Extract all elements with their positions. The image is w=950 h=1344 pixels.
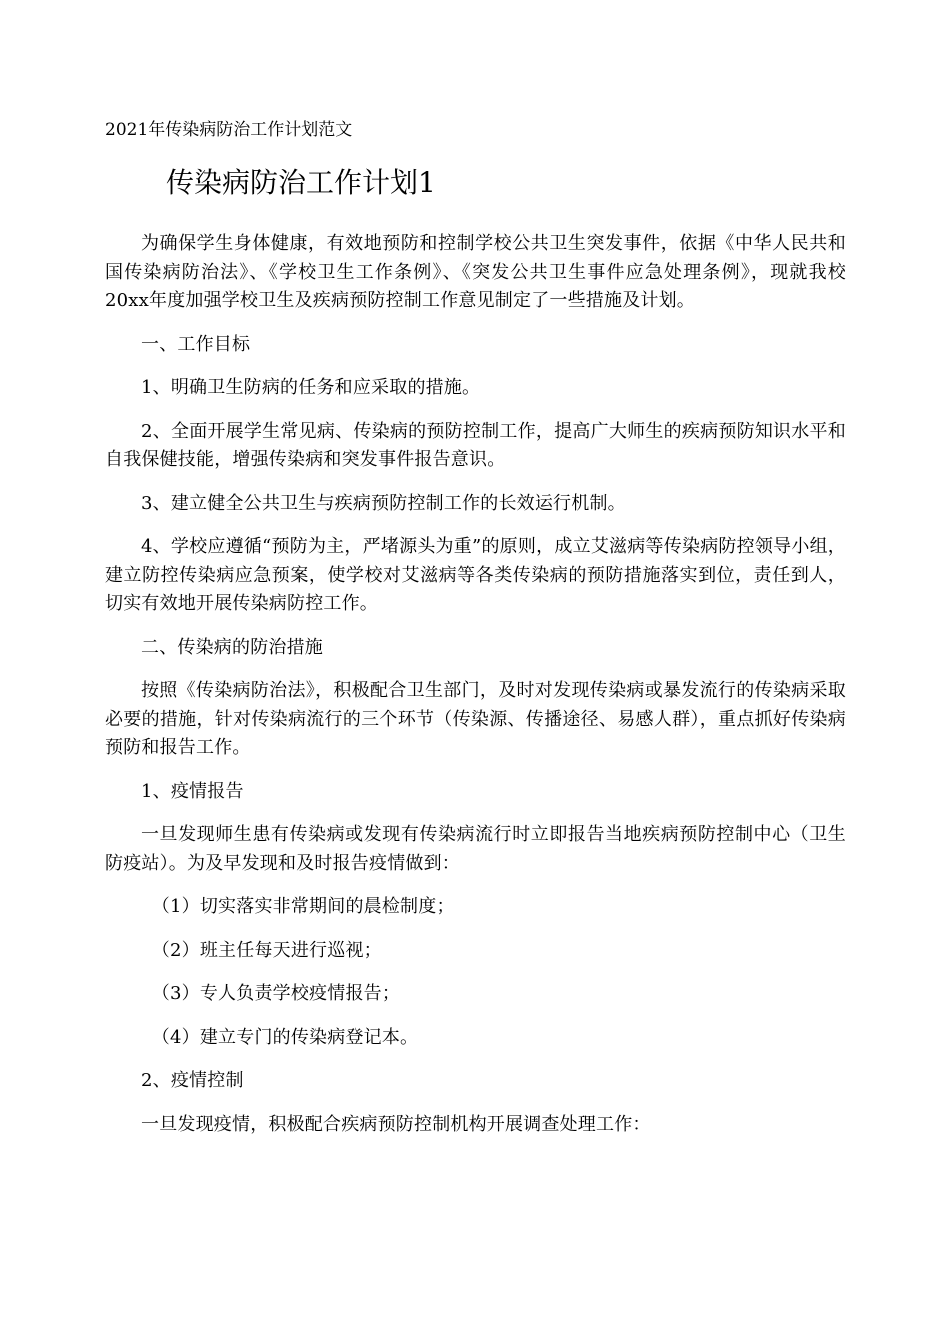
- subheading-epidemic-report: 1、疫情报告: [141, 780, 244, 802]
- paragraph-epidemic-report: 一旦发现师生患有传染病或发现有传染病流行时立即报告当地疾病预防控制中心（卫生防疫站）。为及早发现和及时报告疫情做到：: [105, 824, 846, 874]
- paragraph-goal-3: 3、建立健全公共卫生与疾病预防控制工作的长效运行机制。: [141, 492, 626, 514]
- paragraph-measures-intro: 按照《传染病防治法》，积极配合卫生部门，及时对发现传染病或暴发流行的传染病采取必要的措施，针对传染病流行的三个环节（传染源、传播途径、易感人群），重点抓好传染病预防和报告工作。: [105, 680, 846, 758]
- list-item-report-3: （3）专人负责学校疫情报告；: [151, 983, 401, 1004]
- document-header: 2021年传染病防治工作计划范文: [105, 120, 353, 140]
- list-item-report-1: （1）切实落实非常期间的晨检制度；: [151, 896, 455, 917]
- section-heading-goals: 一、工作目标: [141, 333, 251, 355]
- document-title: 传染病防治工作计划1: [166, 166, 436, 199]
- paragraph-goal-2: 2、全面开展学生常见病、传染病的预防控制工作，提高广大师生的疾病预防知识水平和自我保健技能，增强传染病和突发事件报告意识。: [105, 420, 846, 470]
- paragraph-epidemic-control: 一旦发现疫情，积极配合疾病预防控制机构开展调查处理工作：: [141, 1113, 651, 1135]
- paragraph-intro: 为确保学生身体健康，有效地预防和控制学校公共卫生突发事件，依据《中华人民共和国传染病防治法》、《学校卫生工作条例》、《突发公共卫生事件应急处理条例》，现就我校20xx年度加强学校卫生及疾病预防控制工作意见制定了一些措施及计划。: [105, 233, 846, 311]
- list-item-report-4: （4）建立专门的传染病登记本。: [151, 1026, 419, 1048]
- subheading-epidemic-control: 2、疫情控制: [141, 1070, 244, 1091]
- paragraph-goal-4: 4、学校应遵循“预防为主，严堵源头为重”的原则，成立艾滋病等传染病防控领导小组，建立防控传染病应急预案，使学校对艾滋病等各类传染病的预防措施落实到位，责任到人，切实有效地开展传染病防控工作。: [105, 536, 846, 614]
- paragraph-goal-1: 1、明确卫生防病的任务和应采取的措施。: [141, 377, 481, 398]
- section-heading-measures: 二、传染病的防治措施: [141, 636, 323, 658]
- list-item-report-2: （2）班主任每天进行巡视；: [151, 939, 382, 961]
- document-body: [105, 230, 846, 1154]
